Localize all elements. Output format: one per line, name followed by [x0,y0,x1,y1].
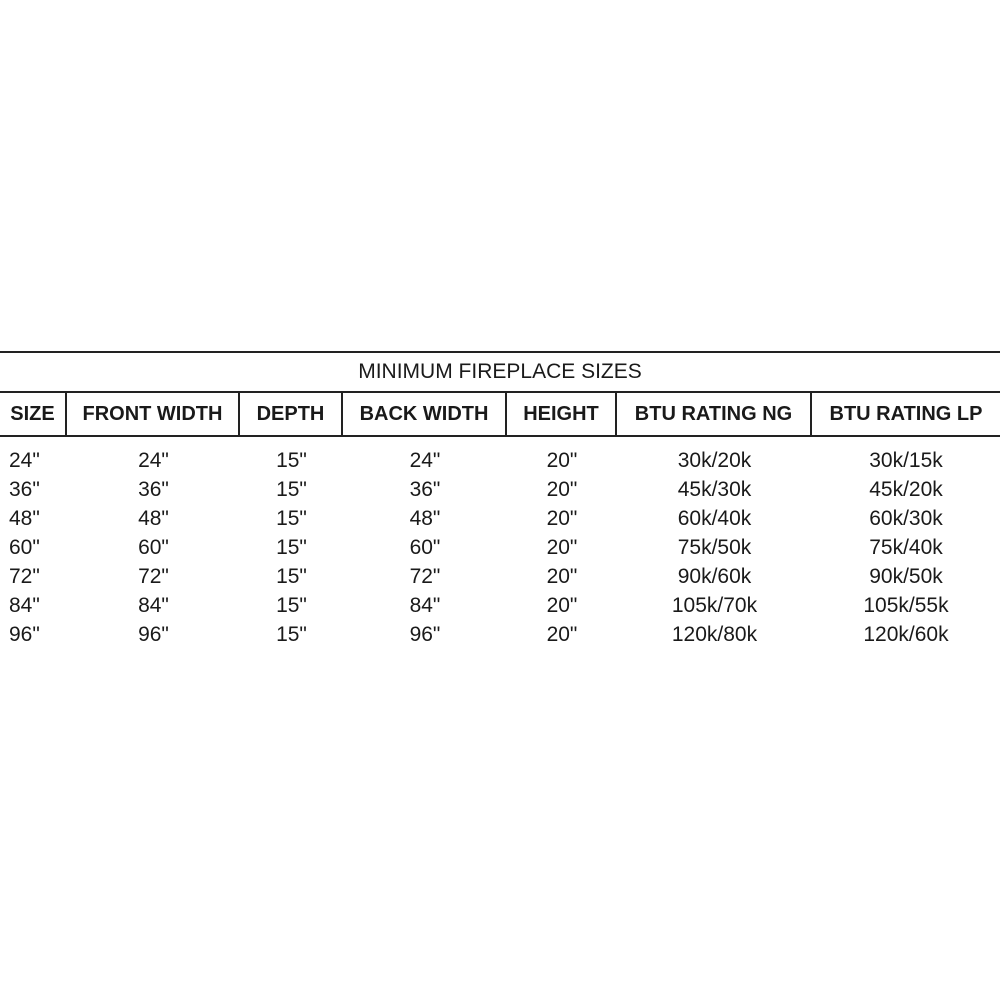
table-cell: 72" [138,564,169,588]
table-cell: 30k/20k [677,448,752,472]
table-cell: 20" [546,564,578,588]
table-cell: 90k/60k [677,564,752,588]
table-cell: 84" [409,593,441,617]
table-cell: 60" [138,535,169,559]
table-cell: 60k/30k [869,506,943,530]
table-row [0,504,1000,533]
table-cell: 84" [9,593,40,617]
table-cell: 120k/80k [671,622,758,646]
table-cell: 96" [409,622,441,646]
table-cell: 15" [276,622,307,646]
table-cell: 30k/15k [869,448,943,472]
table-cell: 75k/40k [869,535,943,559]
table-cell: 60" [409,535,441,559]
table-cell: 75k/50k [677,535,752,559]
table-title-text: MINIMUM FIREPLACE SIZES [358,360,642,383]
table-row [0,446,1000,475]
table-cell: 45k/20k [869,477,943,501]
column-header-depth: DEPTH [240,393,343,435]
header-row [0,393,1000,437]
table-cell: 24" [409,448,441,472]
table-cell: 24" [9,448,40,472]
table-cell: 60" [9,535,40,559]
table-cell: 120k/60k [863,622,949,646]
table-cell: 15" [276,506,307,530]
table-cell: 20" [546,477,578,501]
table-cell: 36" [138,477,169,501]
table-title [0,351,1000,393]
table-cell: 72" [409,564,441,588]
table-row [0,620,1000,649]
table-cell: 20" [546,535,578,559]
table-cell: 96" [138,622,169,646]
table-cell: 15" [276,593,307,617]
table-cell: 96" [9,622,40,646]
column-header-btu-ng: BTU RATING NG [617,393,812,435]
table-cell: 20" [546,622,578,646]
table-cell: 105k/55k [863,593,949,617]
table-cell: 48" [9,506,40,530]
table-cell: 24" [138,448,169,472]
table-cell: 60k/40k [677,506,752,530]
column-header-front-width: FRONT WIDTH [67,393,240,435]
table-cell: 84" [138,593,169,617]
table-cell: 36" [9,477,40,501]
table-cell: 45k/30k [677,477,752,501]
table-row [0,475,1000,504]
table-row [0,533,1000,562]
table-cell: 20" [546,506,578,530]
table-cell: 36" [409,477,441,501]
column-header-back-width: BACK WIDTH [343,393,507,435]
table-cell: 48" [138,506,169,530]
table-cell: 48" [409,506,441,530]
table-body [0,437,1000,649]
table-cell: 20" [546,593,578,617]
table-row [0,591,1000,620]
table-cell: 15" [276,535,307,559]
table-cell: 105k/70k [671,593,758,617]
table-row [0,562,1000,591]
table-cell: 15" [276,477,307,501]
fireplace-sizes-table [0,351,1000,649]
table-cell: 15" [276,564,307,588]
table-cell: 72" [9,564,40,588]
column-header-btu-lp: BTU RATING LP [829,402,983,425]
table-cell: 20" [546,448,578,472]
column-header-height: HEIGHT [507,393,617,435]
table-cell: 15" [276,448,307,472]
table-cell: 90k/50k [869,564,943,588]
column-header-size: SIZE [0,393,67,435]
